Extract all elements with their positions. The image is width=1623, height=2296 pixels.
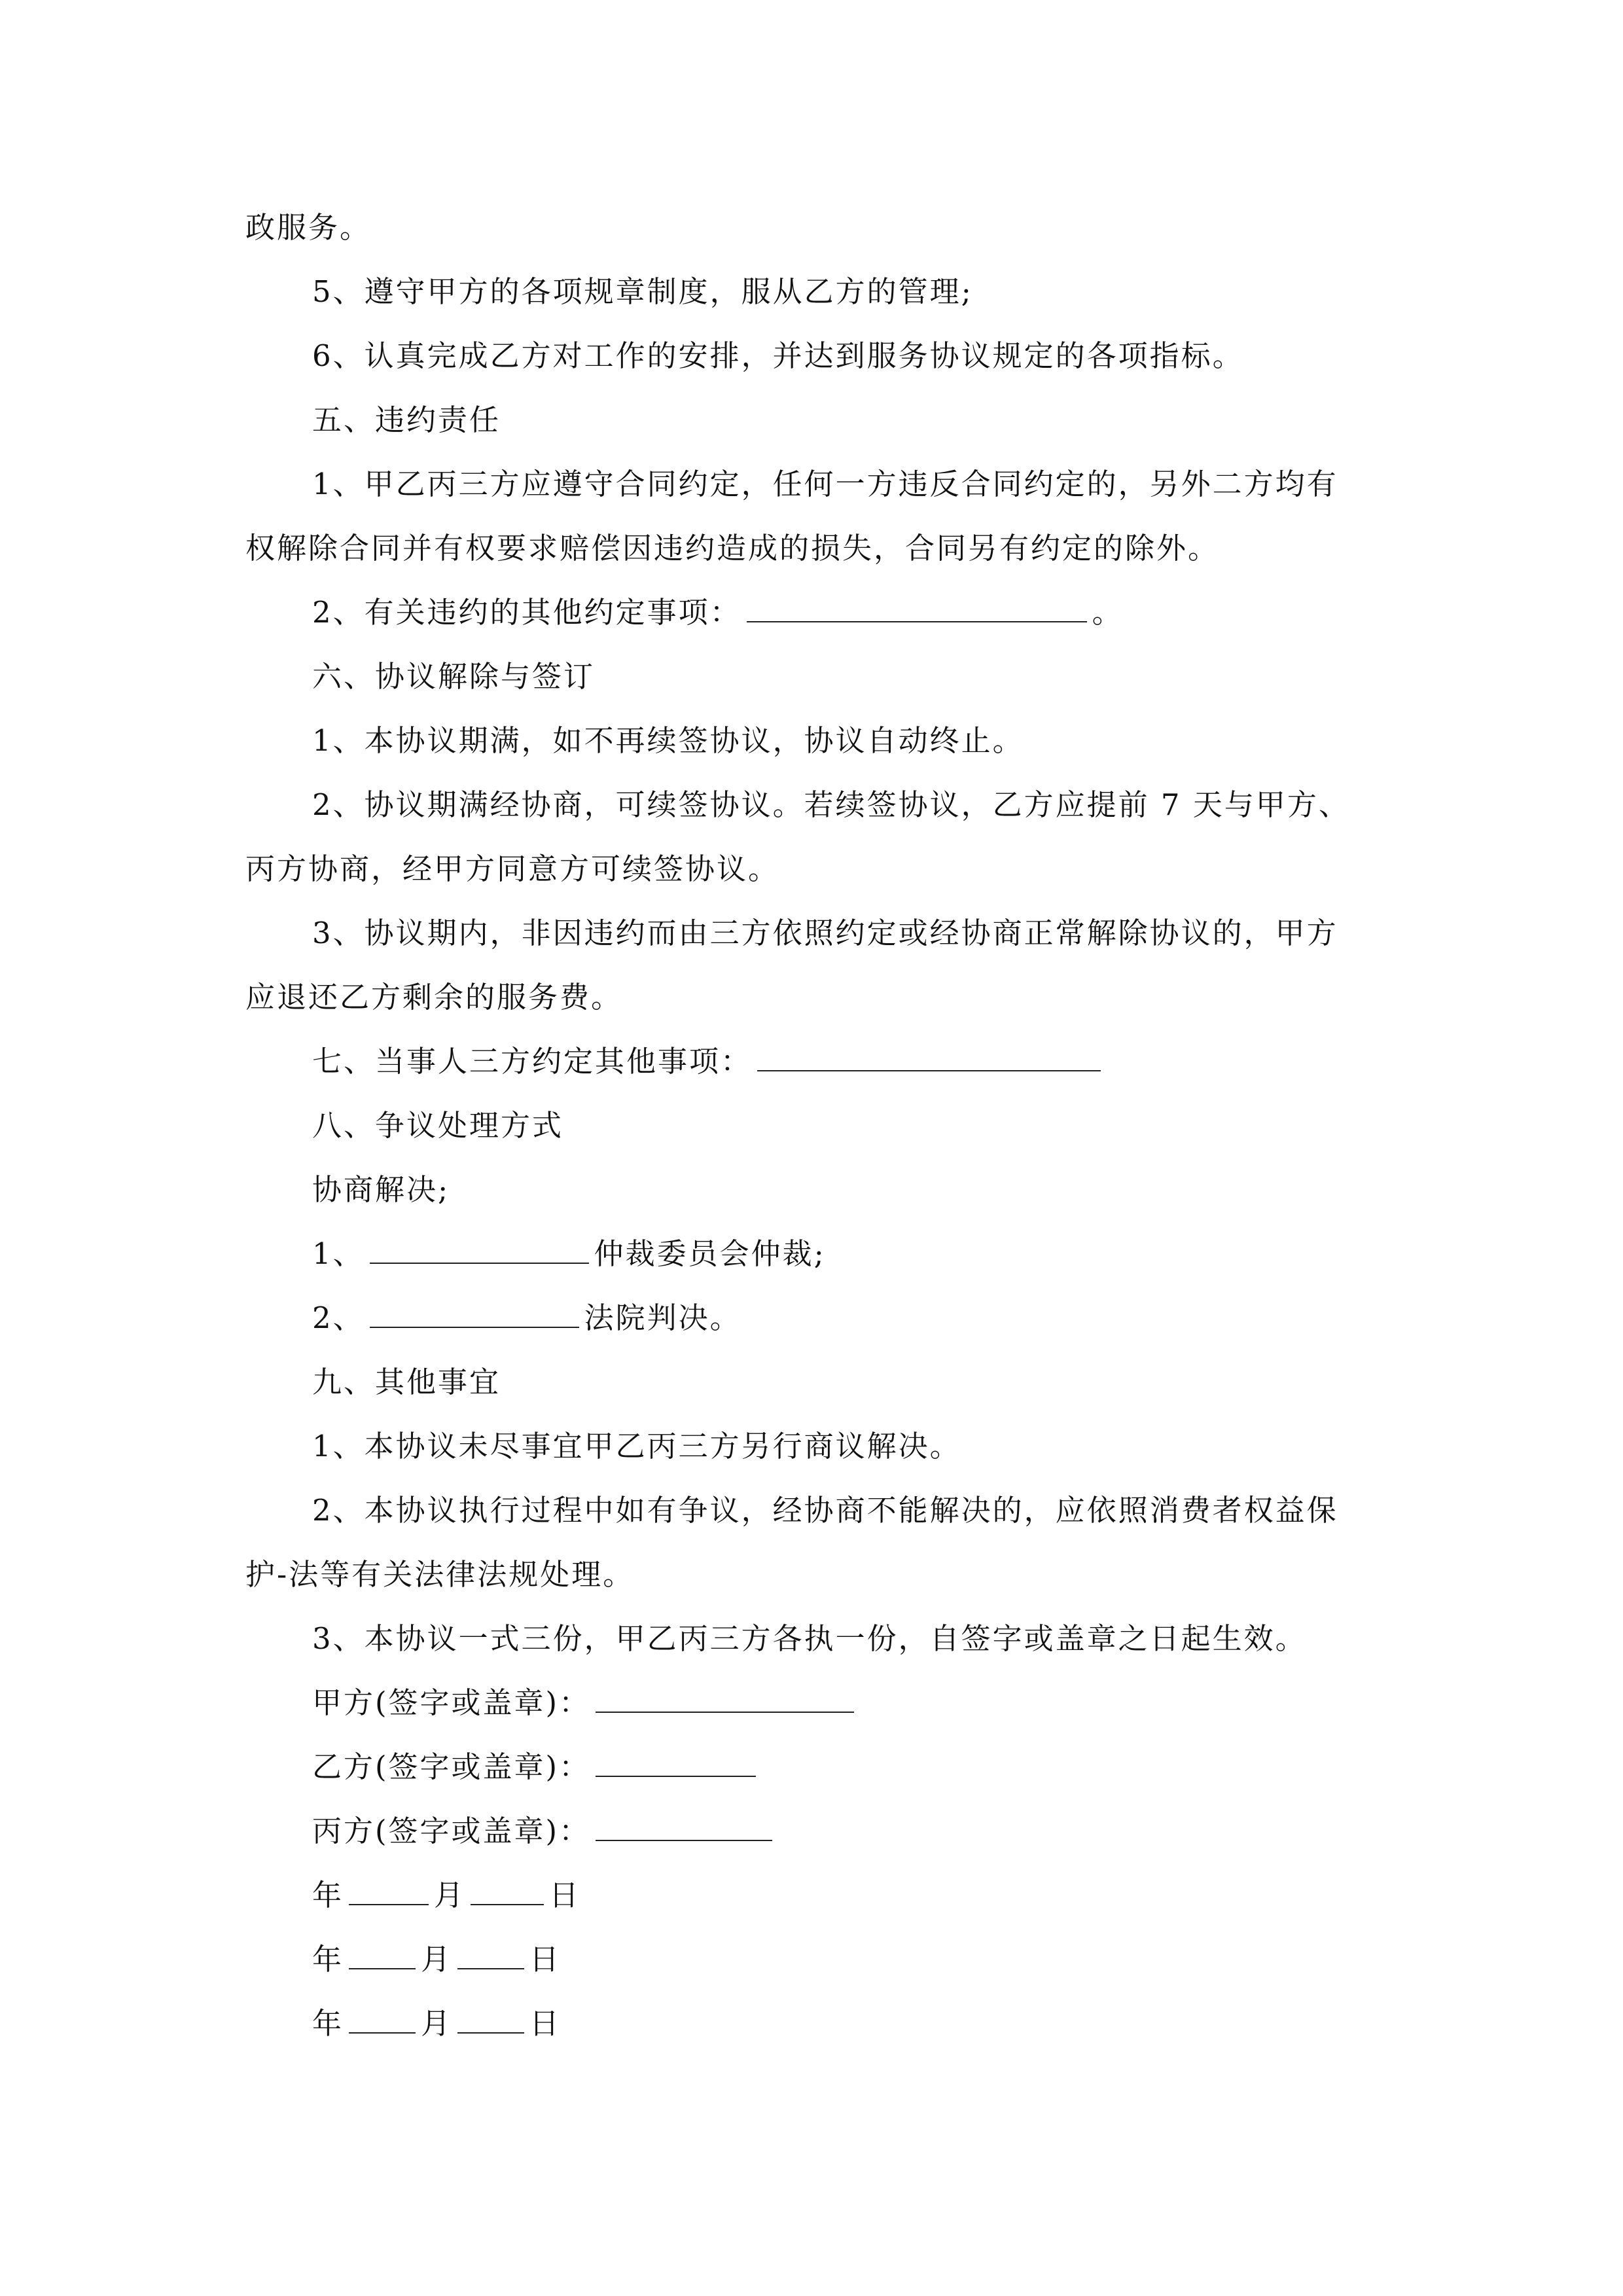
day-blank[interactable] [471, 1866, 544, 1905]
date-line-2 [312, 1928, 1378, 1992]
signature-label: 丙方(签字或盖章)： [312, 1814, 591, 1848]
fill-in-blank[interactable] [370, 1225, 589, 1264]
clause-text: 法院判决。 [584, 1300, 741, 1335]
clause-number: 2、 [312, 1300, 365, 1335]
clause-termination-3: 3、协议期内，非因违约而由三方依照约定或经协商正常解除协议的，甲方 [312, 916, 1338, 950]
clause-termination-1: 1、本协议期满，如不再续签协议，协议自动终止。 [312, 723, 1024, 758]
clause-breach-2 [312, 581, 1378, 645]
date-line-3 [312, 1992, 1378, 2056]
paragraph-line: 政服务。 [245, 210, 372, 245]
section-heading-termination: 六、协议解除与签订 [312, 659, 596, 694]
dispute-court [312, 1286, 1378, 1350]
fill-in-blank[interactable] [747, 583, 1087, 622]
fill-in-blank[interactable] [370, 1289, 579, 1328]
clause-text-end: 。 [1092, 595, 1124, 630]
year-label: 年 [312, 2006, 344, 2041]
clause-misc-3: 3、本协议一式三份，甲乙丙三方各执一份，自签字或盖章之日起生效。 [312, 1621, 1307, 1656]
month-blank[interactable] [349, 1930, 416, 1969]
clause-breach-1: 1、甲乙丙三方应遵守合同约定，任何一方违反合同约定的，另外二方均有 [312, 467, 1338, 501]
day-blank[interactable] [457, 1930, 524, 1969]
clause-misc-2-cont: 护-法等有关法律法规处理。 [245, 1557, 635, 1592]
day-label: 日 [549, 1878, 581, 1912]
clause-misc-1: 1、本协议未尽事宜甲乙丙三方另行商议解决。 [312, 1429, 961, 1463]
signature-label: 乙方(签字或盖章)： [312, 1749, 591, 1784]
section-heading-misc: 九、其他事宜 [312, 1365, 501, 1399]
signature-party-a [312, 1671, 1378, 1735]
fill-in-blank[interactable] [757, 1032, 1101, 1071]
signature-party-c [312, 1799, 1378, 1863]
signature-label: 甲方(签字或盖章)： [312, 1685, 591, 1720]
clause-5: 5、遵守甲方的各项规章制度，服从乙方的管理; [312, 274, 973, 309]
clause-text: 2、有关违约的其他约定事项： [312, 595, 741, 630]
dispute-negotiation: 协商解决; [312, 1172, 450, 1207]
day-label: 日 [529, 2006, 562, 2041]
section-heading-dispute: 八、争议处理方式 [312, 1108, 564, 1143]
clause-misc-2: 2、本协议执行过程中如有争议，经协商不能解决的，应依照消费者权益保 [312, 1493, 1338, 1528]
month-label: 月 [421, 2006, 453, 2041]
signature-blank[interactable] [596, 1802, 772, 1841]
signature-blank[interactable] [596, 1738, 756, 1777]
section-heading-breach: 五、违约责任 [312, 403, 501, 437]
signature-party-b [312, 1735, 1378, 1799]
clause-termination-2-cont: 丙方协商，经甲方同意方可续签协议。 [245, 852, 780, 886]
clause-termination-2: 2、协议期满经协商，可续签协议。若续签协议，乙方应提前 7 天与甲方、 [312, 787, 1350, 822]
month-label: 月 [434, 1878, 466, 1912]
section-heading-other-matters [312, 1030, 1378, 1094]
year-label: 年 [312, 1878, 344, 1912]
month-label: 月 [421, 1942, 453, 1977]
signature-blank[interactable] [596, 1674, 854, 1713]
day-blank[interactable] [457, 1994, 524, 2034]
year-label: 年 [312, 1942, 344, 1977]
date-line-1 [312, 1863, 1378, 1928]
section-text: 七、当事人三方约定其他事项： [312, 1044, 753, 1079]
clause-text: 仲裁委员会仲裁; [594, 1236, 826, 1271]
clause-termination-3-cont: 应退还乙方剩余的服务费。 [245, 980, 623, 1014]
clause-breach-1-cont: 权解除合同并有权要求赔偿因违约造成的损失，合同另有约定的除外。 [245, 531, 1220, 565]
clause-6: 6、认真完成乙方对工作的安排，并达到服务协议规定的各项指标。 [312, 338, 1244, 373]
dispute-arbitration [312, 1222, 1378, 1286]
month-blank[interactable] [349, 1994, 416, 2034]
month-blank[interactable] [349, 1866, 429, 1905]
clause-number: 1、 [312, 1236, 365, 1271]
day-label: 日 [529, 1942, 562, 1977]
